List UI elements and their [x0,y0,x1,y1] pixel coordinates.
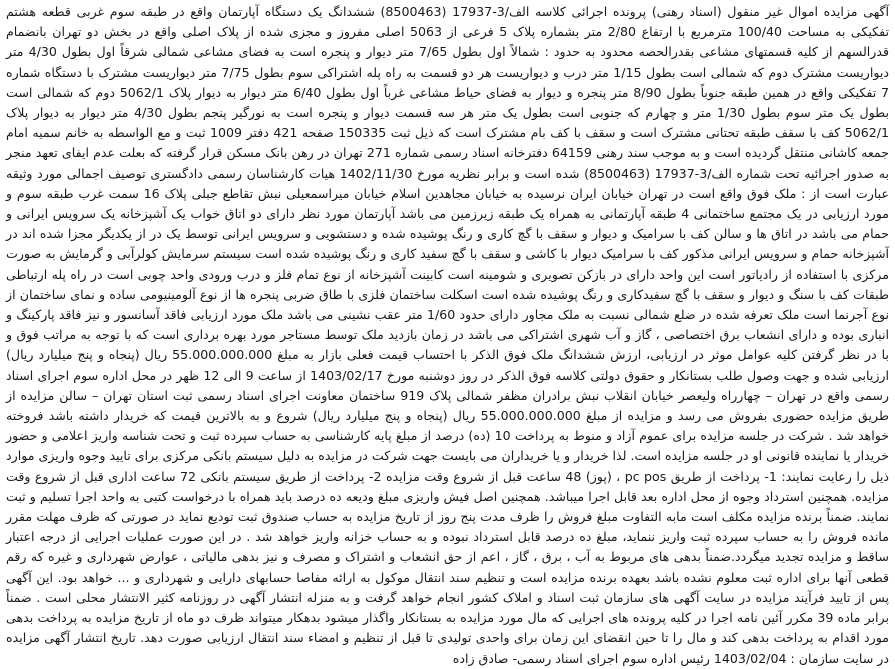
auction-notice-text: آگهی مزایده اموال غیر منقول (اسناد رهنی) پرونده اجرائی کلاسه الف/3-17937 (8500463) ششدانگ یک دستگاه آپارتمان واقع در طبقه سوم غربی قطعه هشتم تفکیکی به مساحت 100/40 مترمربع با ارتفاع 2/80 متر بشماره پلاک 5 فرعی از 5063 اصلی مفروز و مجزی شده از پلاک اصلی واقع در بخش دو تهران بانضمام قدرالسهم از کلیه قسمتهای مشاعی بقدرالحصه محدود به حدود : شمالاً اول بطول 7/65 متر دیوار و پنجره است به فضای مشاعی شمالی شرقاً اول بطول 4/30 متر دیواریست مشترک دوم که شمالی است بطول 1/15 متر درب و دیواریست هر دو قسمت به راه پله اشتراکی سوم بطول 7/75 متر دیواریست مشترک با دستگاه شماره 7 تفکیکی واقع در همین طبقه جنوباً بطول 8/90 متر پنجره و دیوار به فضای حیاط مشاعی غرباً اول بطول 6/40 متر دیوار به دیوار پلاک 5062/1 دوم که شمالی است بطول یک متر سوم بطول 1/30 متر و چهارم که جنوبی است بطول یک متر هر سه قسمت دیوار و پنجره است به نورگیر پنجم بطول 4/30 متر دیوار به دیوار پلاک 5062/1 کف با سقف طبقه تحتانی مشترک است و سقف با کف بام مشترک است که ذیل ثبت 150335 صفحه 421 دفتر 1009 ثبت و مع الواسطه به خانم سمیه امام جمعه کاشانی منتقل گردیده است و به موجب سند رهنی 64159 دفترخانه اسناد رسمی شماره 271 تهران در رهن بانک مسکن قرار گرفته که بعلت عدم ایفای تعهد منجر به صدور اجرائیه تحت شماره الف/3-17937 (8500463) شده است و برابر نظریه مورخ 1402/11/30 هیات کارشناسان رسمی دادگستری توصیف اجمالی مورد وثیقه عبارت است از : ملک فوق واقع است در تهران خیابان ایران نرسیده به خیابان مجاهدین اسلام خیابان میراسمعیلی نبش تقاطع جبلی پلاک 16 سمت غرب طبقه سوم و مورد ارزیابی در یک مجتمع ساختمانی 4 طبقه آپارتمانی به همراه یک طبقه زیرزمین می باشد آپارتمان مورد نظر دارای دو اتاق خواب یک آشپزخانه یک سرویس ایرانی و حمام می باشد در اتاق ها و سالن کف با سرامیک و دیوار و سقف با گچ کاری و رنگ پوشیده شده و دستشویی و سرویس ایرانی توسط یک در از یکدیگر مجزا شده اند در آشپزخانه حمام و سرویس ایرانی مذکور کف با سرامیک دیوار با کاشی و سقف با گچ سفید کاری و رنگ پوشیده شده است سیستم سرمایش کولرآبی و گرمایش به صورت مرکزی با استفاده از رادیاتور است این واحد دارای در بازکن تصویری و شومینه است کابینت آشپزخانه از نوع تمام فلز و درب ورودی واحد چوبی است در راه پله ارتباطی طبقات کف با سنگ و دیوار و سقف با گچ سفیدکاری و رنگ پوشیده شده است اسکلت ساختمان فلزی با طاق ضربی پنجره ها از نوع آلومینیومی ساده و نمای ساختمان از نوع آجرنما است ملک تعرفه شده در ضلع شمالی نسبت به ملک مجاور دارای حدود 1/60 متر عقب نشینی می باشد ملک مورد ارزیابی فاقد آسانسور و نیز فاقد پارکینگ و انباری بوده و دارای انشعاب برق اختصاصی ، گاز و آب شهری اشتراکی می باشد در زمان بازدید ملک توسط مستاجر مورد بهره برداری است که با توجه به مراتب فوق و با در نظر گرفتن کلیه عوامل موثر در ارزیابی، ارزش ششدانگ ملک فوق الذکر با احتساب قیمت فعلی بازار به مبلغ 55.000.000.000 ریال (پنجاه و پنج میلیارد ریال) ارزیابی شده و جهت وصول طلب بستانکار و حقوق دولتی کلاسه فوق الذکر در روز دوشنبه مورخ 1403/02/17 از ساعت 9 الی 12 ظهر در محل اداره سوم اجرای اسناد رسمی واقع در تهران – چهارراه ولیعصر خیابان انقلاب نبش برادران مظفر شمالی پلاک 919 ساختمان معاونت اجرای اسناد رسمی ثبت استان تهران – سالن مزایده از طریق مزایده حضوری بفروش می رسد و مزایده از مبلغ 55.000.000.000 ریال (پنجاه و پنج میلیارد ریال) شروع و به بالاترین قیمت که خریدار داشته باشد فروخته خواهد شد . شرکت در جلسه مزایده برای عموم آزاد و منوط به پرداخت 10 (ده) درصد از مبلغ پایه کارشناسی به حساب سپرده ثبت و تحت شناسه واریز اعلامی و حضور خریدار یا نماینده قانونی او در جلسه مزایده است. لذا خریدار و یا خریداران می بایست جهت شرکت در مزایده به دلیل سیستم بانکی مرکزی برای تایید وجوه واریزی موارد ذیل را رعایت نمایند: 1- پرداخت از طریق pc pos ، (پوز) 48 ساعت قبل از شروع وقت مزایده 2- پرداخت از طریق سیستم بانکی 72 ساعت اداری قبل از شروع وقت مزایده. همچنین استرداد وجوه از محل اداره بعد قابل اجرا میباشد. همچنین اصل فیش واریزی مبلغ ودیعه ده درصد باید همراه با درخواست کتبی به واحد اجرا تسلیم و ثبت نمایند. ضمناً برنده مزایده مکلف است مابه التفاوت مبلغ فروش را ظرف مدت پنج روز از تاریخ مزایده به حساب صندوق ثبت تودیع نماید در صورتی که ظرف مهلت مقرر مانده فروش را به حساب سپرده ثبت واریز ننماید، مبلغ ده درصد قابل استرداد نبوده و به حساب خزانه واریز خواهد شد . در این صورت عملیات اجرایی از درجه اعتبار ساقط و مزایده تجدید میگردد.ضمناً بدهی های مربوط به آب ، برق ، گاز ، اعم از حق انشعاب و اشتراک و مصرف و نیز بدهی مالیاتی ، عوارض شهرداری و غیره که رقم قطعی آنها برای اداره ثبت معلوم نشده باشد بعهده برنده مزایده است و تنظیم سند انتقال موکول به ارائه مفاصا حسابهای دارایی و شهرداری و ... خواهد بود. این آگهی پس از تایید فرآیند مزایده در سایت آگهی های سازمان ثبت اسناد و املاک کشور انجام خواهد گرفت و به منزله انتشار آگهی در روزنامه کثیر الانتشار محلی است . ضمناً برابر ماده 39 مکرر آئین نامه اجرا در کلیه پرونده های اجرایی که مال مورد مزایده به بستانکار واگذار میشود بدهکار میتواند ظرف دو ماه از تاریخ مزایده به پرداخت بدهی مورد اقدام به پرداخت بدهی کند و مال را تا حین انقضای این زمان برای واحدی تولیدی تا قبل از تنظیم و امضاء سند انتقال ارزیابی صورت دهد. تاریخ انتشار آگهی مزایده در سایت سازمان : 1403/02/04 رئیس اداره سوم اجرای اسناد رسمی- صادق زاده [6,4,890,666]
